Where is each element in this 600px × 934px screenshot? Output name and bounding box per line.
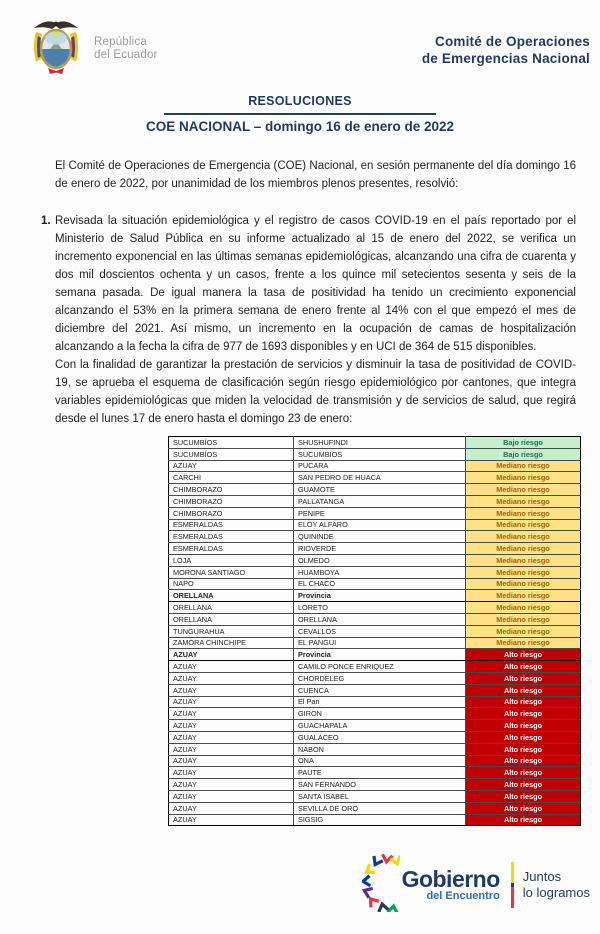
brand-wordmark <box>402 868 500 902</box>
table-row <box>169 472 581 484</box>
province-cell: CHIMBORAZO <box>169 507 294 519</box>
province-cell: NAPO <box>169 578 294 590</box>
table-row <box>169 554 581 566</box>
province-cell: LOJA <box>169 554 294 566</box>
document-body <box>0 157 600 826</box>
table-row <box>169 484 581 496</box>
risk-cell: Mediano riesgo <box>466 543 581 555</box>
risk-cell: Mediano riesgo <box>466 578 581 590</box>
canton-cell: Provincia <box>294 649 466 661</box>
table-row <box>169 531 581 543</box>
canton-cell: RIOVERDE <box>294 543 466 555</box>
province-cell: ZAMORA CHINCHIPE <box>169 637 294 649</box>
risk-cell: Alto riesgo <box>466 684 581 696</box>
canton-cell: PENIPE <box>294 507 466 519</box>
brand-chevrons-icon <box>362 854 400 912</box>
resolution-item-1 <box>41 212 576 428</box>
canton-cell: ORELLANA <box>294 613 466 625</box>
province-cell: AZUAY <box>169 720 294 732</box>
province-cell: CHIMBORAZO <box>169 495 294 507</box>
province-cell: AZUAY <box>169 731 294 743</box>
risk-cell: Bajo riesgo <box>466 437 581 449</box>
risk-table-container <box>168 436 576 826</box>
province-cell: AZUAY <box>169 779 294 791</box>
canton-cell: Provincia <box>294 590 466 602</box>
risk-cell: Mediano riesgo <box>466 460 581 472</box>
province-cell: MORONA SANTIAGO <box>169 566 294 578</box>
province-cell: ESMERALDAS <box>169 519 294 531</box>
org-title: Comité de Operaciones de Emergencias Nacional <box>421 34 590 66</box>
province-cell: AZUAY <box>169 460 294 472</box>
canton-cell: CAMILO PONCE ENRIQUEZ <box>294 661 466 673</box>
canton-cell: PAUTE <box>294 767 466 779</box>
risk-cell: Alto riesgo <box>466 790 581 802</box>
table-row <box>169 708 581 720</box>
canton-cell: SHUSHUFINDI <box>294 437 466 449</box>
province-cell: AZUAY <box>169 708 294 720</box>
risk-cell: Mediano riesgo <box>466 613 581 625</box>
item-number: 1. <box>41 215 51 227</box>
canton-cell: QUININDE <box>294 531 466 543</box>
province-cell: ORELLANA <box>169 613 294 625</box>
province-cell: AZUAY <box>169 802 294 814</box>
risk-cell: Alto riesgo <box>466 731 581 743</box>
province-cell: AZUAY <box>169 649 294 661</box>
table-row <box>169 767 581 779</box>
table-row <box>169 625 581 637</box>
province-cell: ORELLANA <box>169 602 294 614</box>
canton-cell: NABON <box>294 743 466 755</box>
resolutions-title: RESOLUCIONES <box>248 94 352 108</box>
document-header <box>0 0 600 82</box>
risk-cell: Mediano riesgo <box>466 495 581 507</box>
canton-cell: CHORDELEG <box>294 672 466 684</box>
canton-cell: GUALACEO <box>294 731 466 743</box>
session-title: COE NACIONAL – domingo 16 de enero de 2022 <box>145 119 455 134</box>
canton-cell: EL CHACO <box>294 578 466 590</box>
risk-cell: Mediano riesgo <box>466 554 581 566</box>
canton-cell: ELOY ALFARO <box>294 519 466 531</box>
risk-cell: Alto riesgo <box>466 743 581 755</box>
canton-cell: CEVALLOS <box>294 625 466 637</box>
republic-logo <box>24 16 158 82</box>
province-cell: AZUAY <box>169 814 294 826</box>
canton-cell: EL PANGUI <box>294 637 466 649</box>
risk-cell: Alto riesgo <box>466 755 581 767</box>
table-row <box>169 578 581 590</box>
canton-cell: SANTA ISABEL <box>294 790 466 802</box>
province-cell: ESMERALDAS <box>169 531 294 543</box>
canton-cell: El Pan <box>294 696 466 708</box>
risk-cell: Alto riesgo <box>466 708 581 720</box>
table-row <box>169 779 581 791</box>
table-row <box>169 437 581 449</box>
canton-cell: ONA <box>294 755 466 767</box>
province-cell: CHIMBORAZO <box>169 484 294 496</box>
intro-paragraph: El Comité de Operaciones de Emergencia (COE) Nacional, en sesión permanente del día domingo 16 de enero de 2022, por unanimidad de los miembros plenos presentes, resolvió: <box>55 160 576 190</box>
canton-cell: OLMEDO <box>294 554 466 566</box>
brand-tagline: Juntos lo logramos <box>522 869 590 900</box>
table-row <box>169 672 581 684</box>
province-cell: AZUAY <box>169 661 294 673</box>
table-row <box>169 519 581 531</box>
brand-subtitle: del Encuentro <box>426 890 500 902</box>
canton-cell: SUCUMBIOS <box>294 448 466 460</box>
table-row <box>169 590 581 602</box>
table-row <box>169 720 581 732</box>
table-row <box>169 696 581 708</box>
ecuador-coat-of-arms-icon <box>24 16 88 82</box>
table-row <box>169 755 581 767</box>
risk-cell: Mediano riesgo <box>466 519 581 531</box>
province-cell: AZUAY <box>169 743 294 755</box>
canton-cell: GUAMOTE <box>294 484 466 496</box>
table-row <box>169 566 581 578</box>
risk-cell: Alto riesgo <box>466 649 581 661</box>
risk-cell: Mediano riesgo <box>466 507 581 519</box>
table-row <box>169 613 581 625</box>
risk-cell: Mediano riesgo <box>466 625 581 637</box>
title-divider <box>164 113 436 115</box>
canton-cell: SIGSIG <box>294 814 466 826</box>
table-row <box>169 460 581 472</box>
brand-name: Gobierno <box>401 866 500 892</box>
province-cell: AZUAY <box>169 790 294 802</box>
table-row <box>169 661 581 673</box>
canton-cell: SAN FERNANDO <box>294 779 466 791</box>
canton-cell: PUCARA <box>294 460 466 472</box>
table-row <box>169 743 581 755</box>
risk-cell: Mediano riesgo <box>466 531 581 543</box>
risk-cell: Mediano riesgo <box>466 637 581 649</box>
government-brand <box>362 858 590 912</box>
province-cell: SUCUMBÍOS <box>169 437 294 449</box>
canton-cell: PALLATANGA <box>294 495 466 507</box>
risk-cell: Alto riesgo <box>466 767 581 779</box>
risk-cell: Alto riesgo <box>466 802 581 814</box>
table-row <box>169 684 581 696</box>
table-row <box>169 507 581 519</box>
canton-cell: HUAMBOYA <box>294 566 466 578</box>
risk-cell: Alto riesgo <box>466 814 581 826</box>
province-cell: TUNGURAHUA <box>169 625 294 637</box>
canton-cell: GIRON <box>294 708 466 720</box>
risk-cell: Alto riesgo <box>466 779 581 791</box>
item-paragraph-2: Con la finalidad de garantizar la prestación de servicios y disminuir la tasa de positividad de COVID-19, se aprueba el esquema de clasificación según riesgo epidemiológico por cantones, que integra variables epidemiológicas que miden la velocidad de transmisión y de servicios de salud, que regirá desde el lunes 17 de enero hasta el domingo 23 de enero: <box>55 359 576 425</box>
brand-divider <box>511 862 514 908</box>
table-row <box>169 731 581 743</box>
canton-cell: SAN PEDRO DE HUACA <box>294 472 466 484</box>
province-cell: ESMERALDAS <box>169 543 294 555</box>
table-row <box>169 495 581 507</box>
table-row <box>169 543 581 555</box>
table-row <box>169 649 581 661</box>
table-row <box>169 448 581 460</box>
risk-cell: Mediano riesgo <box>466 590 581 602</box>
canton-cell: GUACHAPALA <box>294 720 466 732</box>
table-row <box>169 802 581 814</box>
canton-cell: SEVILLA DE ORO <box>294 802 466 814</box>
province-cell: ORELLANA <box>169 590 294 602</box>
table-row <box>169 602 581 614</box>
province-cell: AZUAY <box>169 684 294 696</box>
republic-label: República del Ecuador <box>94 36 158 61</box>
risk-cell: Mediano riesgo <box>466 602 581 614</box>
province-cell: AZUAY <box>169 672 294 684</box>
risk-cell: Bajo riesgo <box>466 448 581 460</box>
risk-table-body <box>169 437 581 826</box>
risk-cell: Alto riesgo <box>466 661 581 673</box>
item-paragraph-1: Revisada la situación epidemiológica y el registro de casos COVID-19 en el país reportado por el Ministerio de Salud Pública en su informe actualizado al 15 de enero del 2022, se verifica un incremento exponencial en las últimas semanas epidemiológicas, alcanzando una cifra de cuarenta y dos mil doscientos ochenta y un casos, frente a los quince mil setecientos sesenta y seis de la semana pasada. De igual manera la tasa de positividad ha tenido un crecimiento exponencial alcanzando el 53% en la primera semana de enero frente al 14% con el que empezó el mes de diciembre del 2021. Así mismo, un incremento en la ocupación de camas de hospitalización alcanzando a la fecha la cifra de 977 de 1693 disponibles y en UCI de 364 de 515 disponibles. <box>55 215 576 353</box>
canton-cell: CUENCA <box>294 684 466 696</box>
canton-risk-table <box>168 436 581 826</box>
province-cell: AZUAY <box>169 755 294 767</box>
province-cell: AZUAY <box>169 696 294 708</box>
table-row <box>169 790 581 802</box>
risk-cell: Mediano riesgo <box>466 484 581 496</box>
province-cell: SUCUMBÍOS <box>169 448 294 460</box>
canton-cell: LORETO <box>294 602 466 614</box>
table-row <box>169 637 581 649</box>
risk-cell: Alto riesgo <box>466 672 581 684</box>
risk-cell: Alto riesgo <box>466 720 581 732</box>
province-cell: CARCHI <box>169 472 294 484</box>
title-block <box>0 94 600 134</box>
risk-cell: Mediano riesgo <box>466 472 581 484</box>
risk-cell: Mediano riesgo <box>466 566 581 578</box>
province-cell: AZUAY <box>169 767 294 779</box>
risk-cell: Alto riesgo <box>466 696 581 708</box>
table-row <box>169 814 581 826</box>
